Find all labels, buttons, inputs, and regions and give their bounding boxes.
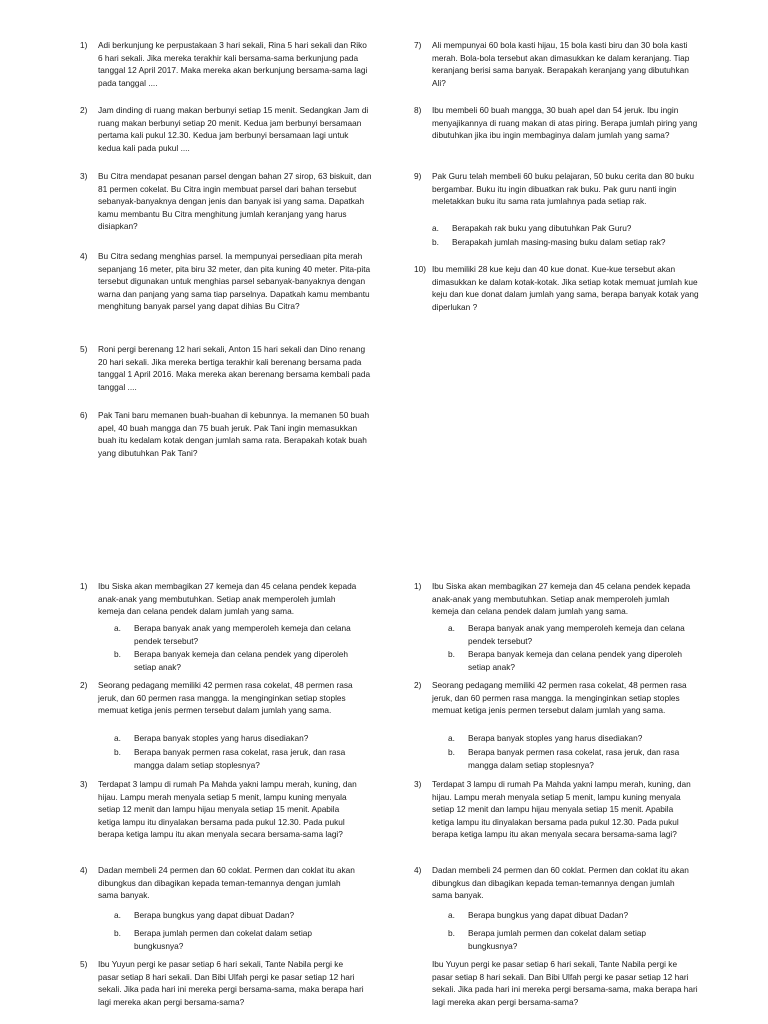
sub-question-text: Berapa banyak anak yang memperoleh kemeja dan celana pendek tersebut? <box>468 623 685 646</box>
question-number: 4) <box>414 865 422 875</box>
question-number: 2) <box>80 105 88 115</box>
sub-question-text: Berapa banyak permen rasa cokelat, rasa jeruk, dan rasa mangga dalam setiap stoplesnya? <box>468 747 680 770</box>
question-text: Seorang pedagang memiliki 42 permen rasa cokelat, 48 permen rasa jeruk, dan 60 permen rasa mangga. Ia menginginkan setiap stoples memuat ketiga jenis permen tersebut dalam jumlah yang sama. <box>432 680 687 716</box>
sub-question-text: Berapa bungkus yang dapat dibuat Dadan? <box>134 910 295 920</box>
question-number: 2) <box>414 680 422 690</box>
sub-question-text: Berapa banyak kemeja dan celana pendek yang diperoleh setiap anak? <box>468 649 683 672</box>
question-number: 10) <box>414 264 426 274</box>
sub-question-label: b. <box>114 928 121 938</box>
sub-question-text: Berapakah jumlah masing-masing buku dalam setiap rak? <box>452 237 666 247</box>
question-number: 2) <box>80 680 88 690</box>
question-text: Jam dinding di ruang makan berbunyi setiap 15 menit. Sedangkan Jam di ruang makan berbunyi setiap 20 menit. Kedua jam berbunyi bersamaan pertama kali pukul 12.30. Kedua jam berbunyi bersamaan lagi untuk kedua kali pada pukul .... <box>98 105 369 153</box>
sub-question-label: a. <box>114 733 121 743</box>
sub-question-text: Berapa bungkus yang dapat dibuat Dadan? <box>468 910 629 920</box>
question-number: 1) <box>414 581 422 591</box>
sub-question-label: a. <box>448 623 455 633</box>
question-text: Dadan membeli 24 permen dan 60 coklat. Permen dan coklat itu akan dibungkus dan dibagikan kepada teman-temannya dengan jumlah sama banyak. <box>98 865 355 901</box>
sub-question-text: Berapa banyak kemeja dan celana pendek yang diperoleh setiap anak? <box>134 649 349 672</box>
question-number: 7) <box>414 40 422 50</box>
sub-question-text: Berapa jumlah permen dan cokelat dalam setiap bungkusnya? <box>134 928 313 951</box>
sub-question-label: b. <box>114 747 121 757</box>
question-text: Bu Citra sedang menghias parsel. Ia mempunyai persediaan pita merah sepanjang 16 meter, pita biru 32 meter, dan pita kuning 40 meter. Pita-pita tersebut digunakan untuk menghias parsel sebanyak-banyaknya dengan warna dan panjang yang sama tiap parselnya. Dapatkah kamu membantu menghitung banyak parsel yang dapat dihias Bu Citra? <box>98 251 371 312</box>
question-text: Seorang pedagang memiliki 42 permen rasa cokelat, 48 permen rasa jeruk, dan 60 permen rasa mangga. Ia menginginkan setiap stoples memuat ketiga jenis permen tersebut dalam jumlah yang sama. <box>98 680 353 716</box>
question-number: 3) <box>414 779 422 789</box>
question-number: 4) <box>80 251 88 261</box>
question-number: 4) <box>80 865 88 875</box>
sub-question-text: Berapa jumlah permen dan cokelat dalam setiap bungkusnya? <box>468 928 647 951</box>
sub-question-text: Berapa banyak anak yang memperoleh kemeja dan celana pendek tersebut? <box>134 623 351 646</box>
question-number: 5) <box>80 344 88 354</box>
question-text: Ibu membeli 60 buah mangga, 30 buah apel dan 54 jeruk. Ibu ingin menyajikannya di ruang makan di atas piring. Berapa jumlah piring yang dibutuhkan jika ibu ingin membaginya dalam jumlah yang sama? <box>432 105 698 141</box>
sub-question-text: Berapa banyak stoples yang harus disediakan? <box>134 733 309 743</box>
question-text: Pak Guru telah membeli 60 buku pelajaran, 50 buku cerita dan 80 buku bergambar. Buku itu ingin dibuatkan rak buku. Pak guru nanti ingin meletakkan buku itu sama rata jumlahnya pada setiap rak. <box>432 171 694 207</box>
question-text: Ibu memiliki 28 kue keju dan 40 kue donat. Kue-kue tersebut akan dimasukkan ke dalam kotak-kotak. Jika setiap kotak memuat jumlah kue keju dan kue donat dalam jumlah yang sama, berapa banyak kotak yang diperlukan ? <box>432 264 699 312</box>
sub-question-label: a. <box>432 223 439 233</box>
question-number: 1) <box>80 581 88 591</box>
sub-question-text: Berapa banyak permen rasa cokelat, rasa jeruk, dan rasa mangga dalam setiap stoplesnya? <box>134 747 346 770</box>
sub-question-label: a. <box>448 733 455 743</box>
question-text: Ibu Siska akan membagikan 27 kemeja dan 45 celana pendek kepada anak-anak yang membutuhkan. Setiap anak memperoleh jumlah kemeja dan celana pendek dalam jumlah yang sama. <box>432 581 691 617</box>
question-number: 1) <box>80 40 88 50</box>
sub-question-label: a. <box>114 623 121 633</box>
sub-question-label: a. <box>114 910 121 920</box>
question-text: Terdapat 3 lampu di rumah Pa Mahda yakni lampu merah, kuning, dan hijau. Lampu merah menyala setiap 5 menit, lampu kuning menyala setiap 12 menit dan lampu hijau menyala setiap 15 menit. Apabila ketiga lampu itu dinyalakan bersama pada pukul 12.30. Pada pukul berapa ketiga lampu itu akan menyala secara bersama-sama lagi? <box>432 779 691 840</box>
question-number: 9) <box>414 171 422 181</box>
question-text: Dadan membeli 24 permen dan 60 coklat. Permen dan coklat itu akan dibungkus dan dibagikan kepada teman-temannya dengan jumlah sama banyak. <box>432 865 689 901</box>
question-text: Pak Tani baru memanen buah-buahan di kebunnya. Ia memanen 50 buah apel, 40 buah mangga dan 75 buah jeruk. Pak Tani ingin memasukkan buah itu kedalam kotak dengan jumlah sama rata. Berapakah kotak buah yang dibutuhkan Pak Tani? <box>98 410 370 458</box>
sub-question-text: Berapa banyak stoples yang harus disediakan? <box>468 733 643 743</box>
question-number: 8) <box>414 105 422 115</box>
question-text: Roni pergi berenang 12 hari sekali, Anton 15 hari sekali dan Dino renang 20 hari sekali. Jika mereka bertiga terakhir kali berenang bersama pada tanggal 1 April 2016. Maka mereka akan berenang bersama kembali pada tanggal .... <box>98 344 371 392</box>
sub-question-label: a. <box>448 910 455 920</box>
question-text: Terdapat 3 lampu di rumah Pa Mahda yakni lampu merah, kuning, dan hijau. Lampu merah menyala setiap 5 menit, lampu kuning menyala setiap 12 menit dan lampu hijau menyala setiap 15 menit. Apabila ketiga lampu itu dinyalakan bersama pada pukul 12.30. Pada pukul berapa ketiga lampu itu akan menyala secara bersama-sama lagi? <box>98 779 357 840</box>
sub-question-label: b. <box>448 649 455 659</box>
question-number: 6) <box>80 410 88 420</box>
sub-question-text: Berapakah rak buku yang dibutuhkan Pak Guru? <box>452 223 632 233</box>
question-text-unnumbered: Ibu Yuyun pergi ke pasar setiap 6 hari sekali, Tante Nabila pergi ke pasar setiap 8 hari sekali. Dan Bibi Ulfah pergi ke pasar setiap 12 hari sekali. Jika pada hari ini mereka pergi bersama-sama, maka berapa hari lagi mereka akan pergi bersama-sama? <box>432 959 698 1007</box>
sub-question-label: b. <box>448 928 455 938</box>
question-number: 5) <box>80 959 88 969</box>
question-text: Ibu Yuyun pergi ke pasar setiap 6 hari sekali, Tante Nabila pergi ke pasar setiap 8 hari sekali. Dan Bibi Ulfah pergi ke pasar setiap 12 hari sekali. Jika pada hari ini mereka pergi bersama-sama, maka berapa hari lagi mereka akan pergi bersama-sama? <box>98 959 364 1007</box>
question-number: 3) <box>80 779 88 789</box>
question-number: 3) <box>80 171 88 181</box>
sub-question-label: b. <box>448 747 455 757</box>
sub-question-label: b. <box>432 237 439 247</box>
question-text: Adi berkunjung ke perpustakaan 3 hari sekali, Rina 5 hari sekali dan Riko 6 hari sekali. Jika mereka terakhir kali bersama-sama berkunjung pada tanggal 12 April 2017. Maka mereka akan berkunjung bersama-sama lagi pada tanggal .... <box>98 40 368 88</box>
question-text: Ali mempunyai 60 bola kasti hijau, 15 bola kasti biru dan 30 bola kasti merah. Bola-bola tersebut akan dimasukkan ke dalam keranjang. Tiap keranjang berisi sama banyak. Berapakah keranjang yang dibutuhkan Ali? <box>432 40 690 88</box>
question-text: Bu Citra mendapat pesanan parsel dengan bahan 27 sirop, 63 biskuit, dan 81 permen cokelat. Bu Citra ingin membuat parsel dari bahan tersebut sebanyak-banyaknya dengan jenis dan banyak isi yang sama. Dapatkah kamu membantu Bu Citra menghitung jumlah keranjang yang harus disiapkan? <box>98 171 372 232</box>
sub-question-label: b. <box>114 649 121 659</box>
question-text: Ibu Siska akan membagikan 27 kemeja dan 45 celana pendek kepada anak-anak yang membutuhkan. Setiap anak memperoleh jumlah kemeja dan celana pendek dalam jumlah yang sama. <box>98 581 357 617</box>
